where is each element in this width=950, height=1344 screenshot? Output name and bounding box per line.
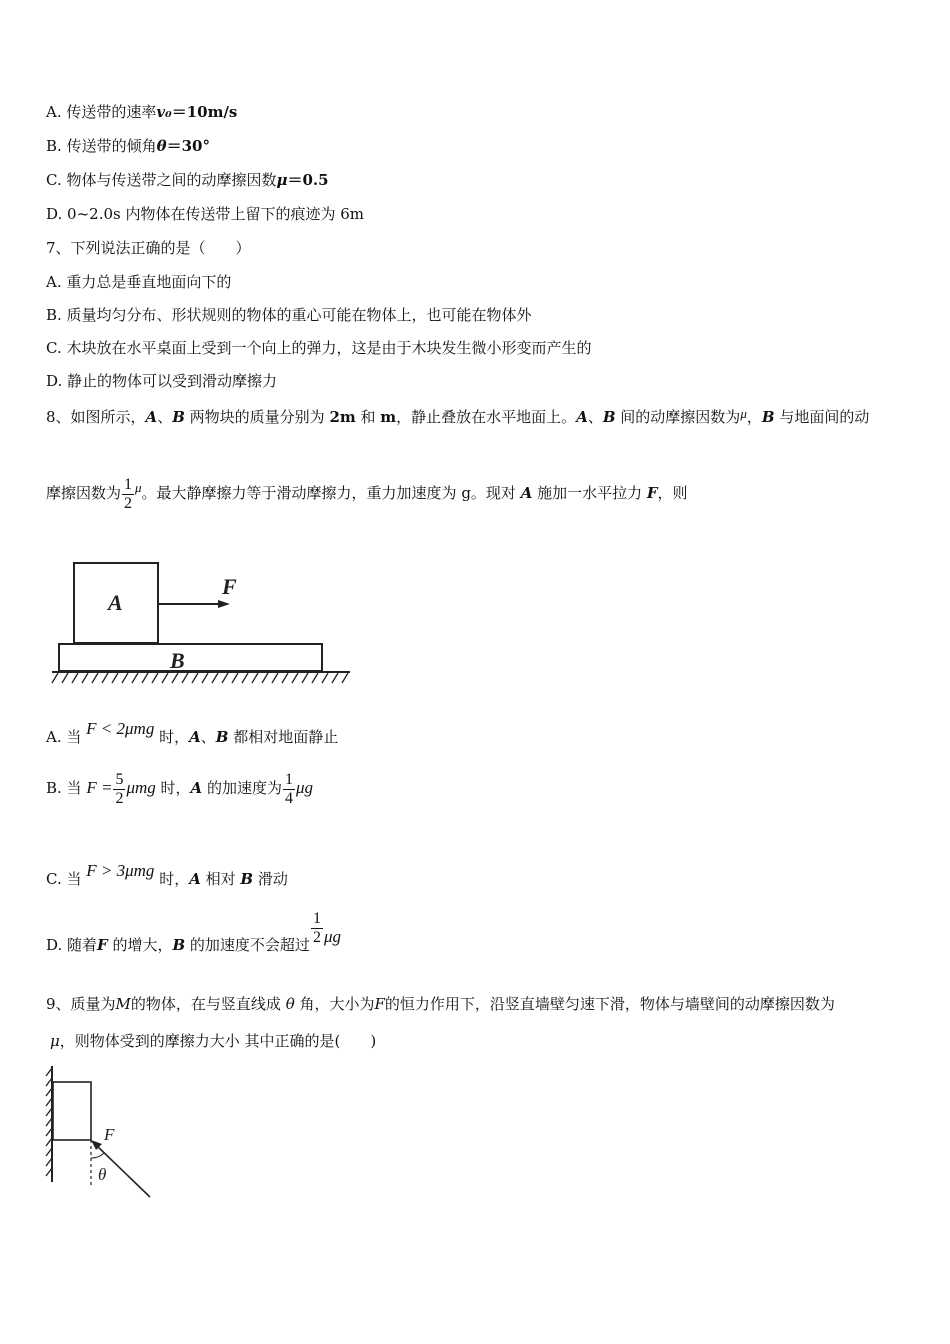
q8-stem-line2: 摩擦因数为 $\frac{1}{2}$ μ。最大静摩擦力等于滑动摩擦力，重力加速度为 g。现对 A 施加一水平拉力 F，则 (46, 475, 688, 512)
q8-option-d: D. 随着F 的增大，B 的加速度不会超过 $\frac{1}{2}$ μg (46, 910, 341, 954)
q9-stem-line1: 9、质量为M的物体，在与竖直线成 θ 角，大小为F的恒力作用下，沿竖直墙壁匀速下滑，物体与墙壁间的动摩擦因数为 (46, 995, 835, 1013)
q8-option-a: A. 当 F < 2μmg 时，A、B 都相对地面静止 (46, 719, 339, 746)
force-f-label: F (104, 1125, 115, 1144)
q9-stem-line2: μ，则物体受到的摩擦力大小 其中正确的是( ) (50, 1032, 377, 1050)
q8-option-c: C. 当 F > 3μmg 时，A 相对 B 滑动 (46, 861, 288, 888)
q6-option-b: B. 传送带的倾角θ＝30° (46, 137, 210, 155)
q7-stem: 7、下列说法正确的是（ ） (46, 239, 251, 257)
q8-option-b: B. 当 F = $\frac{5}{2}$ μmg 时，A 的加速度为 $\frac{1}{4}$ μg (46, 770, 314, 807)
q7-option-b: B. 质量均匀分布、形状规则的物体的重心可能在物体上，也可能在物体外 (46, 306, 532, 324)
q6-option-c: C. 物体与传送带之间的动摩擦因数μ＝0.5 (46, 171, 329, 189)
q9-wall-diagram (42, 1062, 162, 1202)
q6-option-a: A. 传送带的速率v₀＝10m/s (46, 103, 238, 121)
q6-option-d: D. 0~2.0s 内物体在传送带上留下的痕迹为 6m (46, 205, 365, 223)
q7-option-c: C. 木块放在水平桌面上受到一个向上的弹力，这是由于木块发生微小形变而产生的 (46, 339, 592, 357)
angle-theta-label: θ (98, 1165, 107, 1184)
q8-stem-line1: 8、如图所示，A、B 两物块的质量分别为 2m 和 m，静止叠放在水平地面上。A、B 间的动摩擦因数为μ，B 与地面间的动 (46, 406, 870, 426)
q8-block-diagram (50, 556, 360, 686)
q7-option-a: A. 重力总是垂直地面向下的 (46, 273, 232, 291)
q7-option-d: D. 静止的物体可以受到滑动摩擦力 (46, 372, 278, 390)
force-f-label: F (222, 574, 237, 599)
block-b-label: B (170, 648, 185, 673)
block-a-label: A (108, 590, 123, 615)
fraction-half: $\frac{1}{2}$ (124, 475, 133, 512)
